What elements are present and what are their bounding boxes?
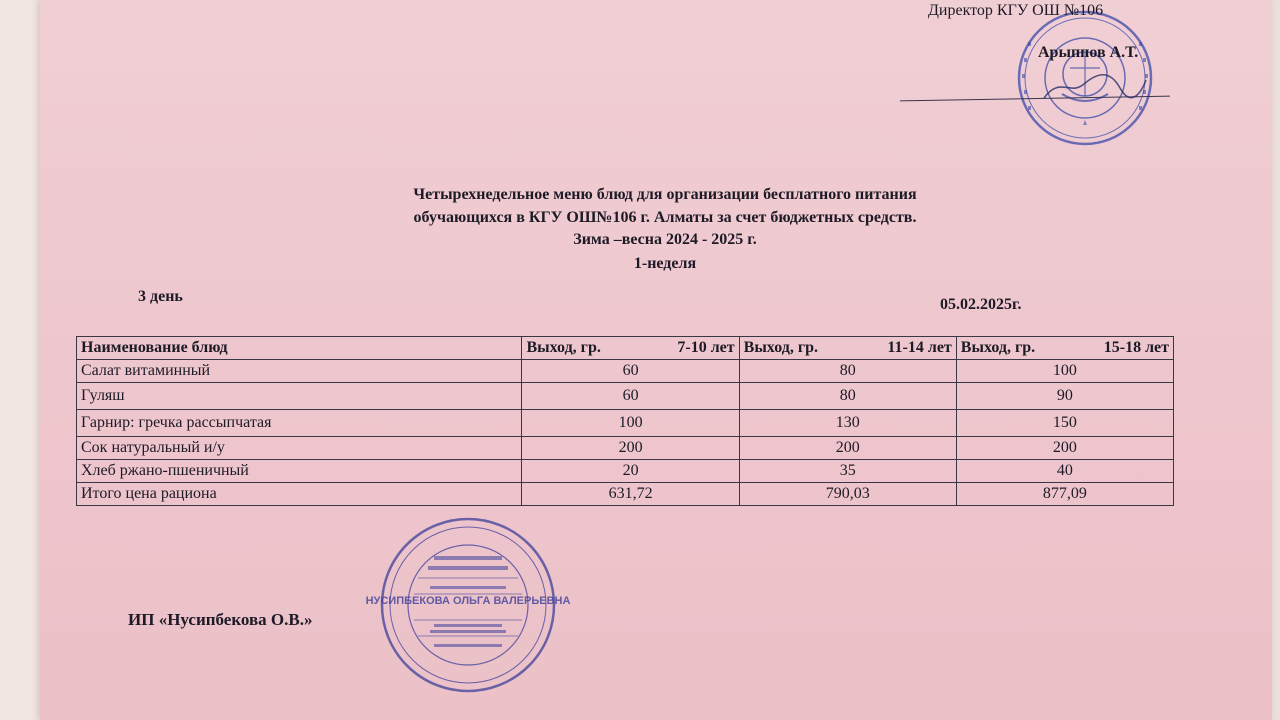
output-7-10: 100 — [522, 410, 739, 437]
ip-stamp-text: НУСИПБЕКОВА ОЛЬГА ВАЛЕРЬЕВНА — [365, 595, 571, 607]
table-header-row — [77, 337, 1174, 360]
header-age-range: 15-18 лет — [1103, 339, 1169, 356]
total-price-15-18: 877,09 — [956, 483, 1173, 506]
total-label: Итого цена рациона — [77, 483, 522, 506]
output-15-18: 40 — [956, 460, 1173, 483]
dish-name: Гарнир: гречка рассыпчатая — [77, 410, 522, 437]
output-11-14: 80 — [739, 383, 956, 410]
table-row — [77, 460, 1174, 483]
header-age-range: 11-14 лет — [887, 339, 952, 356]
output-11-14: 80 — [739, 360, 956, 383]
output-7-10: 60 — [522, 360, 739, 383]
header-output-7-10 — [522, 337, 739, 360]
output-7-10: 200 — [522, 437, 739, 460]
dish-name: Гуляш — [77, 383, 522, 410]
output-15-18: 150 — [956, 410, 1173, 437]
ip-signature-label: ИП «Нусипбекова О.В.» — [128, 610, 313, 629]
header-output-11-14 — [739, 337, 956, 360]
document-title-line-2: обучающихся в КГУ ОШ№106 г. Алматы за счет бюджетных средств. — [413, 209, 917, 226]
menu-table — [76, 336, 1174, 506]
day-label: 3 день — [138, 288, 183, 305]
table-row — [77, 437, 1174, 460]
output-7-10: 20 — [522, 460, 739, 483]
header-output-15-18 — [956, 337, 1173, 360]
document-title-line-1: Четырехнедельное меню блюд для организации бесплатного питания — [413, 186, 917, 203]
output-11-14: 35 — [739, 460, 956, 483]
header-age-range: 7-10 лет — [677, 339, 735, 356]
table-row — [77, 410, 1174, 437]
output-15-18: 90 — [956, 383, 1173, 410]
document-title-line-4: 1-неделя — [633, 255, 697, 272]
ip-seal-stamp — [365, 516, 571, 694]
table-row — [77, 383, 1174, 410]
header-output-label: Выход, гр. — [743, 339, 818, 356]
output-7-10: 60 — [522, 383, 739, 410]
output-11-14: 200 — [739, 437, 956, 460]
document-title-line-3: Зима –весна 2024 - 2025 г. — [573, 231, 757, 248]
table-row — [77, 360, 1174, 383]
header-output-label: Выход, гр. — [526, 339, 601, 356]
document-date: 05.02.2025г. — [940, 296, 1022, 313]
header-output-label: Выход, гр. — [960, 339, 1036, 356]
output-15-18: 200 — [956, 437, 1173, 460]
dish-name: Сок натуральный и/у — [77, 437, 522, 460]
dish-name: Хлеб ржано-пшеничный — [77, 460, 522, 483]
director-name: Арыппов А.Т. — [1038, 44, 1139, 61]
director-title: Директор КГУ ОШ №106 — [928, 2, 1104, 19]
director-signature — [1040, 66, 1150, 106]
dish-name: Салат витаминный — [77, 360, 522, 383]
output-15-18: 100 — [956, 360, 1173, 383]
header-dish-name: Наименование блюд — [77, 337, 522, 360]
total-price-11-14: 790,03 — [739, 483, 956, 506]
output-11-14: 130 — [739, 410, 956, 437]
table-total-row — [77, 483, 1174, 506]
total-price-7-10: 631,72 — [522, 483, 739, 506]
